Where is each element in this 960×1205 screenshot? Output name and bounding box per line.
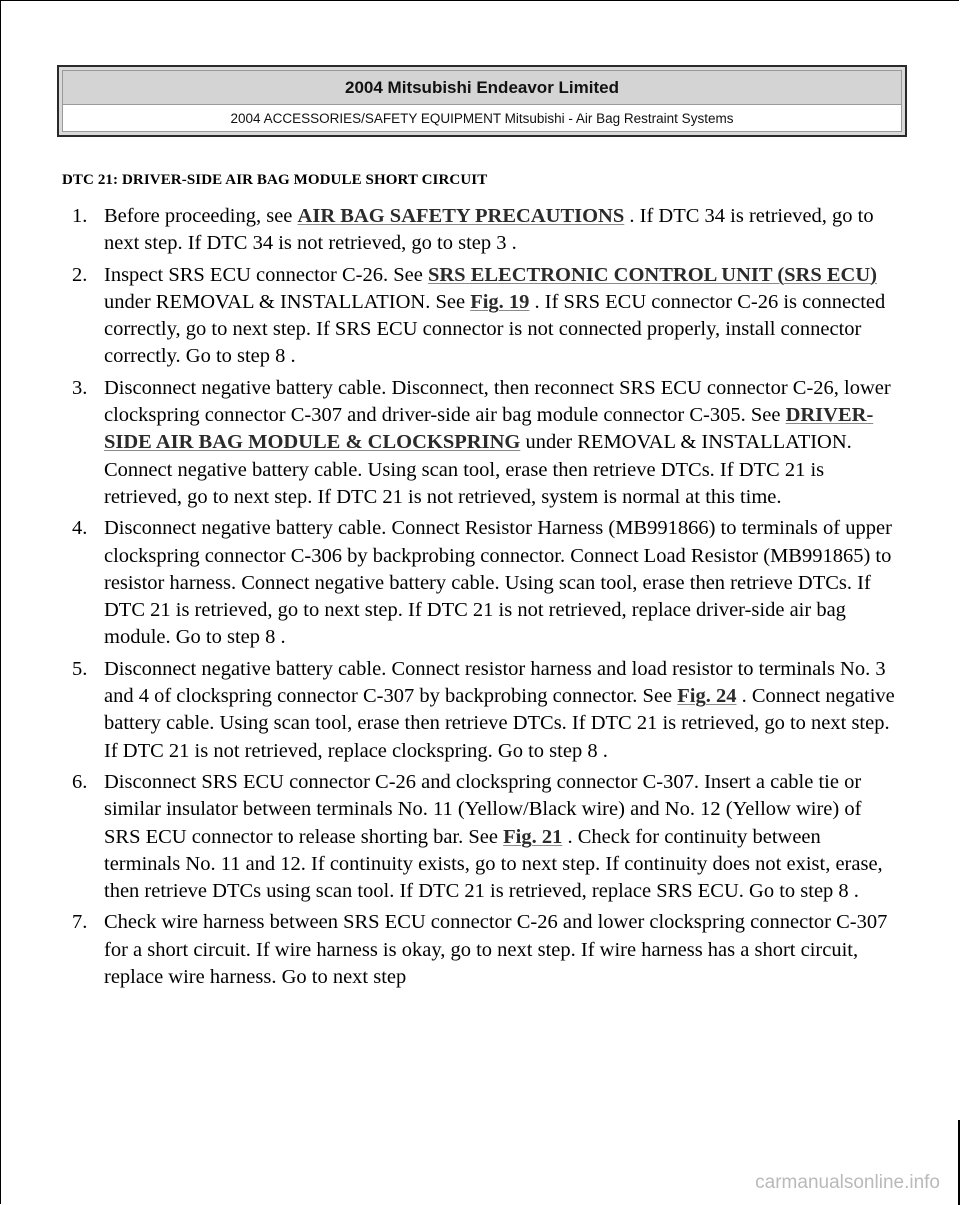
step-number: 7.: [72, 911, 88, 934]
step-2: [62, 262, 902, 371]
step-5: [62, 656, 902, 765]
step-text: . If DTC 34 is retrieved, go to next step. If DTC 34 is not retrieved, go to step 3 .: [104, 205, 874, 255]
link-air-bag-safety-precautions[interactable]: AIR BAG SAFETY PRECAUTIONS: [297, 205, 625, 227]
document-header: [57, 65, 907, 137]
step-3: [62, 375, 902, 511]
step-number: 2.: [72, 263, 88, 286]
step-text: Disconnect negative battery cable. Disconnect, then reconnect SRS ECU connector C-26, lower clockspring connector C-307 and driver-side air bag module connector C-305. See: [104, 376, 891, 427]
link-fig-21[interactable]: Fig. 21: [503, 825, 563, 848]
link-driver-side-air-bag-module-clockspring[interactable]: DRIVER-SIDE AIR BAG MODULE & CLOCKSPRING: [104, 404, 874, 454]
link-fig-24[interactable]: Fig. 24: [677, 685, 737, 708]
step-number: 1.: [72, 205, 88, 227]
step-text: Disconnect negative battery cable. Connect resistor harness and load resistor to terminals No. 3 and 4 of clockspring connector C-307 by backprobing connector. See: [104, 657, 886, 708]
link-fig-19[interactable]: Fig. 19: [470, 290, 530, 313]
step-text: . Connect negative battery cable. Using scan tool, erase then retrieve DTCs. If DTC 21 is retrieved, go to next step. If DTC 21 is not retrieved, replace clockspring. Go to step 8 .: [104, 685, 895, 762]
watermark-text: carmanualsonline.info: [755, 1172, 940, 1193]
procedure-steps: [62, 203, 902, 995]
step-text: Disconnect negative battery cable. Connect Resistor Harness (MB991866) to terminals of upper clockspring connector C-306 by backprobing connector. Connect Load Resistor (MB991865) to resistor harness. Connect negative battery cable. Using scan tool, erase then retrieve DTCs. If DTC 21 is retrieved, go to next step. If DTC 21 is not retrieved, replace driver-side air bag module. Go to step 8 .: [104, 517, 892, 649]
step-number: 3.: [72, 376, 88, 399]
step-text: Inspect SRS ECU connector C-26. See: [104, 263, 428, 286]
step-number: 4.: [72, 517, 88, 540]
step-text: under REMOVAL & INSTALLATION. See: [104, 290, 471, 313]
step-6: [62, 769, 902, 905]
header-title: 2004 Mitsubishi Endeavor Limited: [63, 71, 901, 105]
header-subtitle: 2004 ACCESSORIES/SAFETY EQUIPMENT Mitsubishi - Air Bag Restraint Systems: [230, 110, 734, 126]
step-text: . Check for continuity between terminals No. 11 and 12. If continuity exists, go to next step. If continuity does not exist, erase, then retrieve DTCs using scan tool. If DTC 21 is retrieved, replace SRS ECU. Go to step 8 .: [104, 825, 883, 903]
step-text: Check wire harness between SRS ECU connector C-26 and lower clockspring connector C-307 for a short circuit. If wire harness is okay, go to next step. If wire harness has a short circuit, replace wire harness. Go to next step: [104, 911, 888, 989]
header-inner: [62, 70, 902, 132]
step-7: [62, 909, 902, 991]
step-text: Disconnect SRS ECU connector C-26 and clockspring connector C-307. Insert a cable tie or similar insulator between terminals No. 11 (Yellow/Black wire) and No. 12 (Yellow wire) of SRS ECU connector to release shorting bar. See: [104, 770, 862, 848]
step-4: [62, 515, 902, 651]
step-text: under REMOVAL & INSTALLATION. Connect negative battery cable. Using scan tool, erase then retrieve DTCs. If DTC 21 is retrieved, go to next step. If DTC 21 is not retrieved, system is normal at this time.: [104, 431, 852, 508]
step-number: 5.: [72, 657, 88, 680]
step-text: . If SRS ECU connector C-26 is connected correctly, go to next step. If SRS ECU connector is not connected properly, install connector correctly. Go to step 8 .: [104, 290, 886, 368]
step-1: [62, 203, 902, 258]
step-text: Before proceeding, see: [104, 205, 298, 227]
section-title: DTC 21: DRIVER-SIDE AIR BAG MODULE SHORT CIRCUIT: [62, 172, 488, 188]
link-srs-ecu[interactable]: SRS ELECTRONIC CONTROL UNIT (SRS ECU): [427, 263, 877, 286]
step-number: 6.: [72, 770, 88, 793]
